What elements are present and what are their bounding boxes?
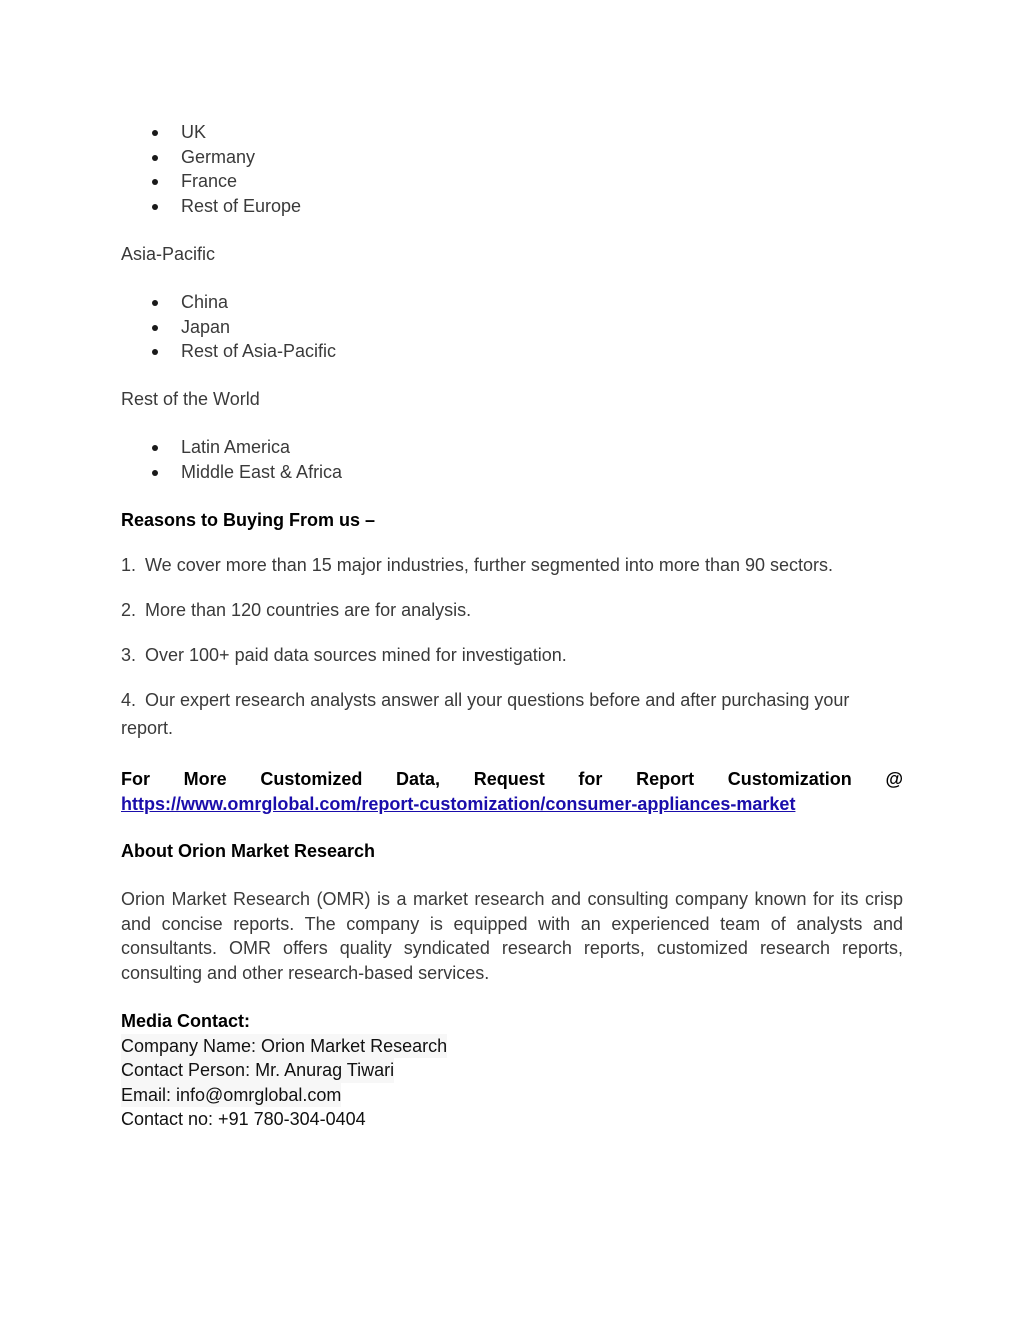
company-name: Company Name: Orion Market Research xyxy=(121,1034,447,1059)
list-item xyxy=(121,120,903,145)
list-item xyxy=(121,290,903,315)
reason-number: 4. xyxy=(121,690,137,710)
reason-item xyxy=(121,641,903,669)
bullet-icon xyxy=(152,130,158,136)
reason-item xyxy=(121,686,881,742)
customization-word: Customized xyxy=(260,769,363,789)
contact-person: Contact Person: Mr. Anurag Tiwari xyxy=(121,1058,394,1083)
reason-text: More than 120 countries are for analysis. xyxy=(145,600,472,620)
list-item xyxy=(121,169,903,194)
bullet-icon xyxy=(152,349,158,355)
bullet-icon xyxy=(152,155,158,161)
customization-word: Data, xyxy=(396,769,441,789)
reason-number: 1. xyxy=(121,555,137,575)
rest-of-world-heading: Rest of the World xyxy=(121,389,260,409)
list-item-label: Latin America xyxy=(181,437,291,457)
reason-item xyxy=(121,596,903,624)
reasons-heading: Reasons to Buying From us – xyxy=(121,510,376,530)
bullet-icon xyxy=(152,325,158,331)
europe-country-list xyxy=(121,120,903,218)
list-item-label: Middle East & Africa xyxy=(181,461,343,482)
about-heading: About Orion Market Research xyxy=(121,841,376,861)
customization-link[interactable]: https://www.omrglobal.com/report-customization/consumer-appliances-market xyxy=(121,793,796,814)
reason-number: 3. xyxy=(121,645,137,665)
reason-text: We cover more than 15 major industries, further segmented into more than 90 sectors. xyxy=(145,555,834,575)
customization-word: More xyxy=(183,769,227,789)
list-item-label: Japan xyxy=(181,316,231,337)
customization-word: for xyxy=(578,769,603,789)
customization-word: Request xyxy=(473,769,545,789)
list-item xyxy=(121,194,903,219)
list-item-label: UK xyxy=(181,122,207,142)
asia-pacific-heading: Asia-Pacific xyxy=(121,244,216,264)
reason-number: 2. xyxy=(121,600,137,620)
bullet-icon xyxy=(152,204,158,210)
list-item xyxy=(121,145,903,170)
list-item xyxy=(121,435,903,460)
reason-item xyxy=(121,551,903,579)
bullet-icon xyxy=(152,300,158,306)
list-item xyxy=(121,460,903,485)
rest-of-world-list xyxy=(121,435,903,484)
customization-word: Report xyxy=(636,769,695,789)
media-contact-block xyxy=(121,1009,903,1132)
customization-word: Customization xyxy=(727,769,852,789)
customization-word: @ xyxy=(885,769,903,789)
customization-request xyxy=(121,767,903,816)
list-item xyxy=(121,339,903,364)
list-item-label: Germany xyxy=(181,146,256,167)
contact-phone: Contact no: +91 780-304-0404 xyxy=(121,1109,366,1129)
about-paragraph: Orion Market Research (OMR) is a market research and consulting company known for its crisp and concise reports. The company is equipped with an experienced team of analysts and consultants. OMR offers quality syndicated research reports, customized research reports, consulting and other research-based services. xyxy=(121,889,903,983)
list-item xyxy=(121,315,903,340)
customization-word: For xyxy=(121,769,150,789)
customization-text xyxy=(121,767,903,792)
list-item-label: France xyxy=(181,171,238,191)
asia-pacific-list xyxy=(121,290,903,364)
contact-email: Email: info@omrglobal.com xyxy=(121,1083,341,1108)
reason-text: Our expert research analysts answer all your questions before and after purchasing your report. xyxy=(121,690,850,738)
list-item-label: Rest of Europe xyxy=(181,195,302,216)
list-item-label: China xyxy=(181,292,229,312)
list-item-label: Rest of Asia-Pacific xyxy=(181,341,337,361)
reason-text: Over 100+ paid data sources mined for investigation. xyxy=(145,645,567,665)
bullet-icon xyxy=(152,179,158,185)
bullet-icon xyxy=(152,445,158,451)
media-contact-heading: Media Contact: xyxy=(121,1011,251,1031)
bullet-icon xyxy=(152,470,158,476)
